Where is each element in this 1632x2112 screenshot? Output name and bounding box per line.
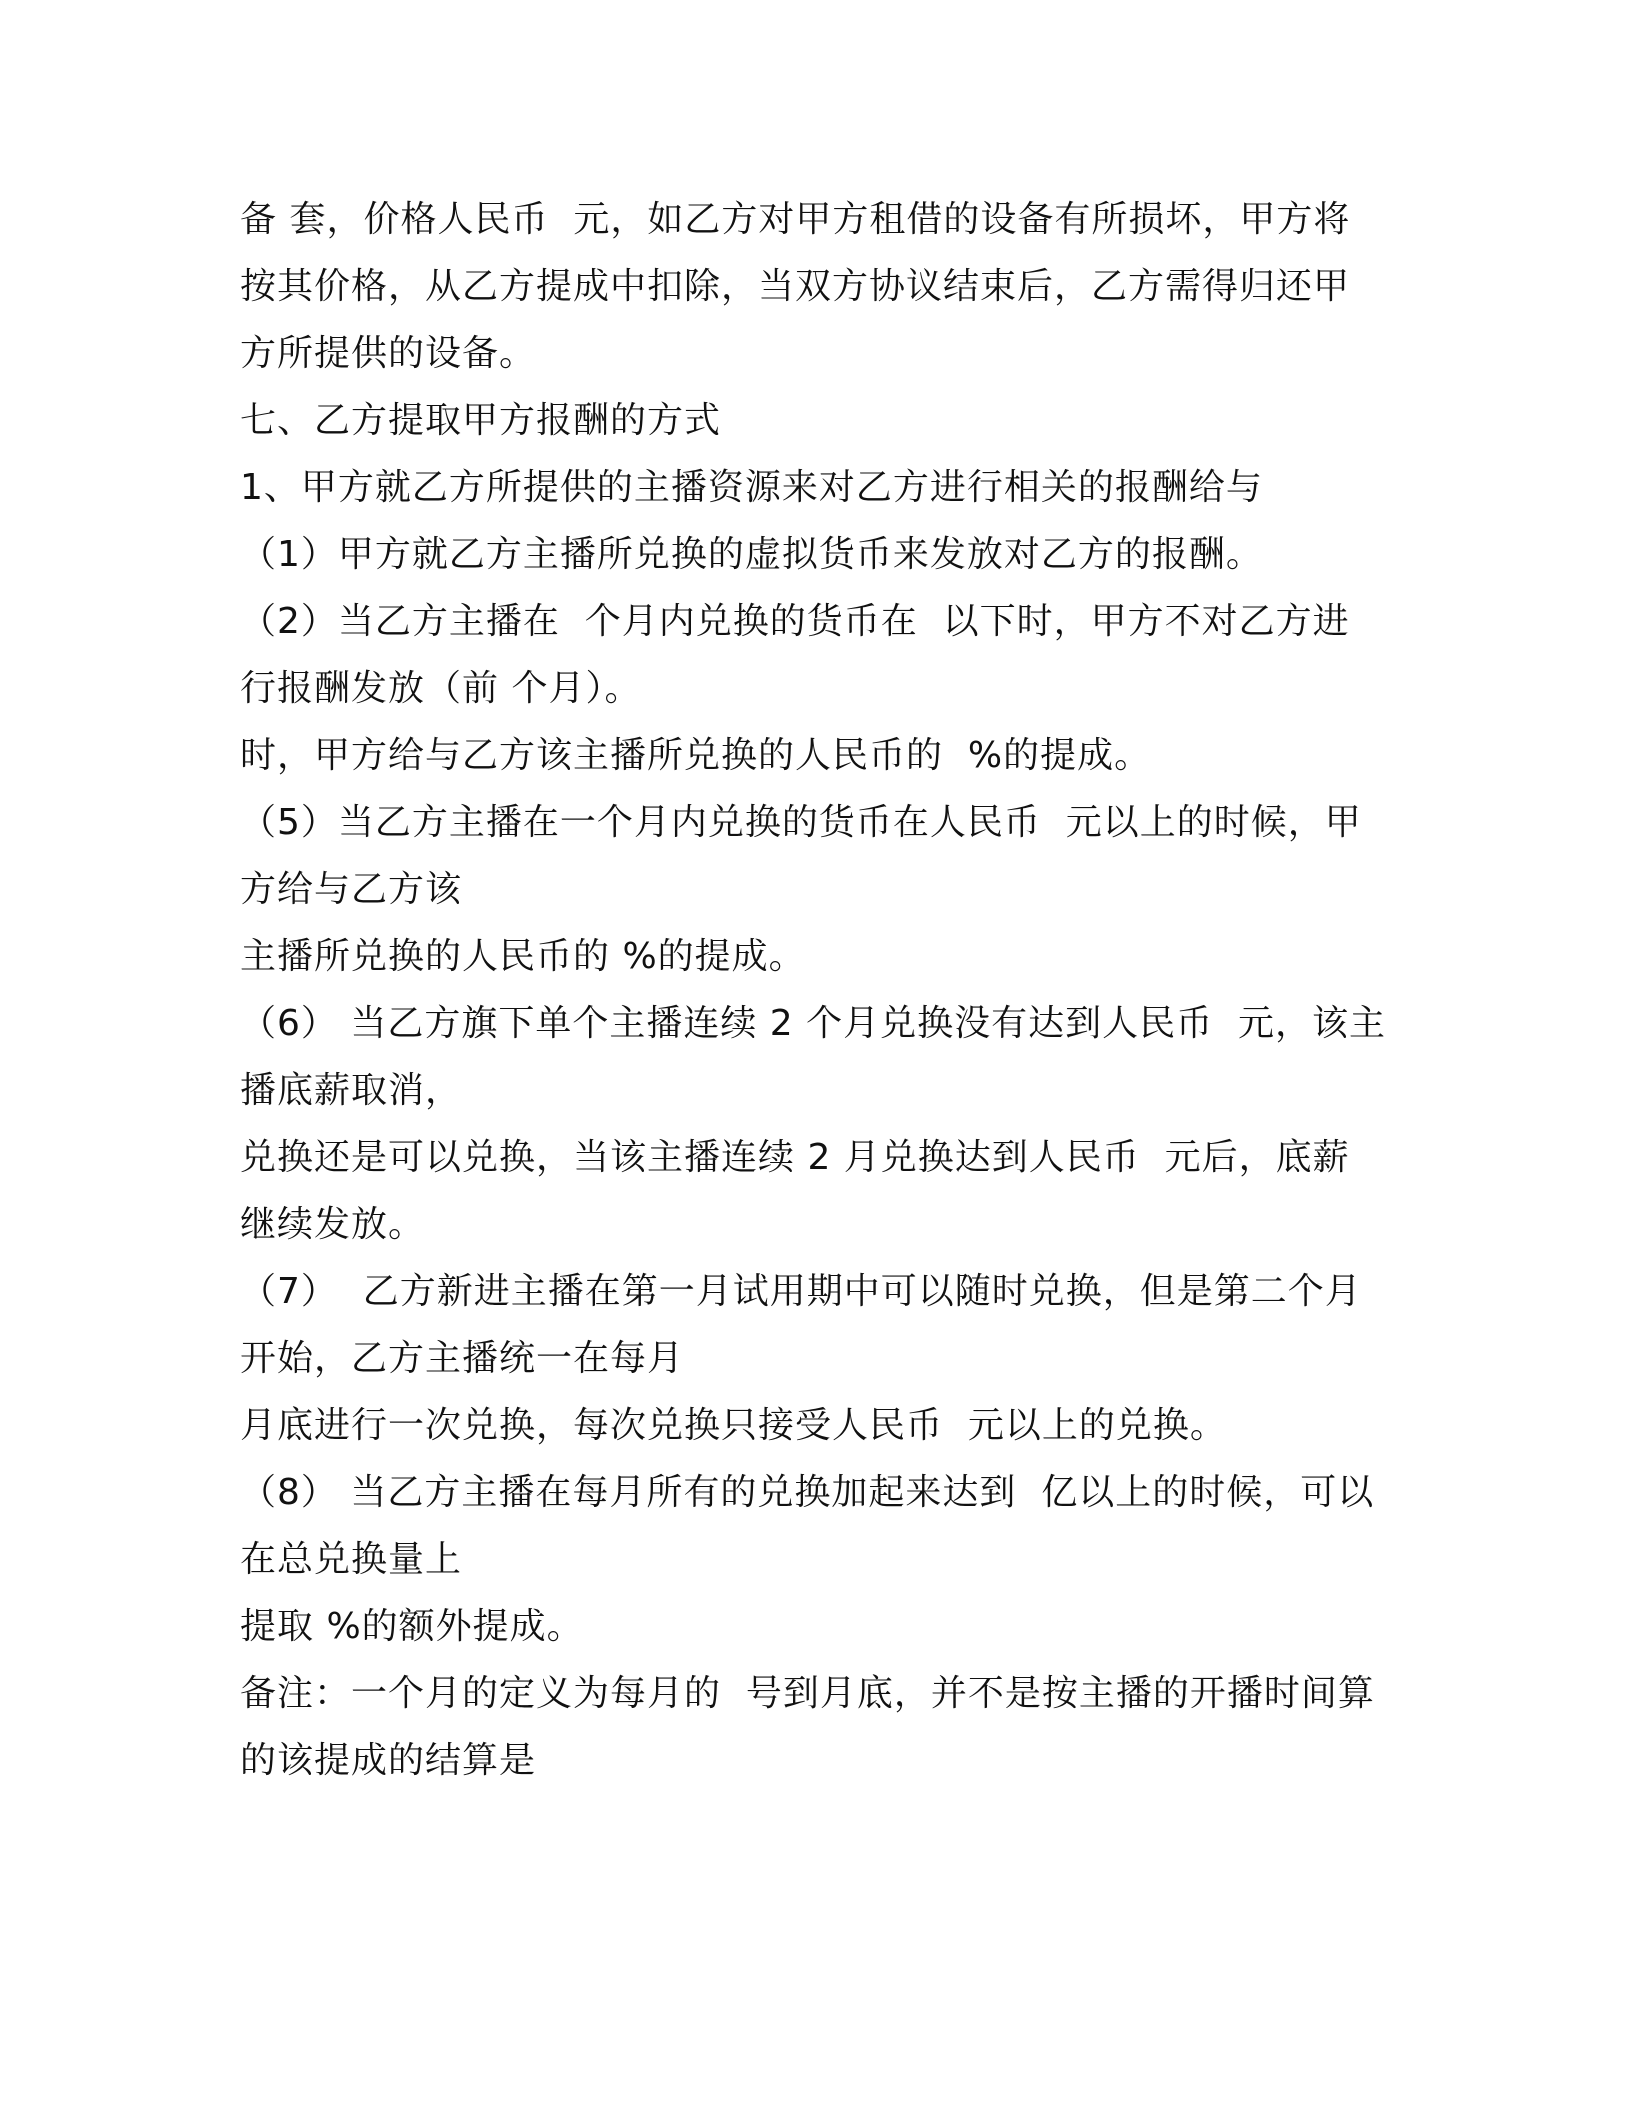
text-line: 方给与乙方该 bbox=[240, 869, 463, 910]
note-line: 的该提成的结算是 bbox=[240, 1740, 537, 1781]
note-line: 备注：一个月的定义为每月的 号到月底，并不是按主播的开播时间算 bbox=[240, 1673, 1375, 1714]
text-line: （5）当乙方主播在一个月内兑换的货币在人民币 元以上的时候，甲 bbox=[240, 802, 1362, 843]
text-line: 备 套，价格人民币 元，如乙方对甲方租借的设备有所损坏，甲方将 bbox=[240, 199, 1351, 240]
text-line: 行报酬发放（前 个月）。 bbox=[240, 668, 642, 709]
text-line: （1）甲方就乙方主播所兑换的虚拟货币来发放对乙方的报酬。 bbox=[240, 534, 1263, 575]
text-line: （8） 当乙方主播在每月所有的兑换加起来达到 亿以上的时候，可以 bbox=[240, 1472, 1375, 1513]
text-line: 继续发放。 bbox=[240, 1204, 426, 1245]
text-line: 按其价格，从乙方提成中扣除，当双方协议结束后，乙方需得归还甲 bbox=[240, 266, 1351, 307]
text-line: 播底薪取消， bbox=[240, 1070, 463, 1111]
text-line: 在总兑换量上 bbox=[240, 1539, 463, 1580]
section-heading: 七、乙方提取甲方报酬的方式 bbox=[240, 400, 722, 441]
text-line: （7） 乙方新进主播在第一月试用期中可以随时兑换，但是第二个月 bbox=[240, 1271, 1362, 1312]
text-line: 方所提供的设备。 bbox=[240, 333, 537, 374]
text-line: 时，甲方给与乙方该主播所兑换的人民币的 %的提成。 bbox=[240, 735, 1152, 776]
text-line: 开始，乙方主播统一在每月 bbox=[240, 1338, 685, 1379]
text-line: 1、甲方就乙方所提供的主播资源来对乙方进行相关的报酬给与 bbox=[240, 467, 1263, 508]
text-line: 月底进行一次兑换，每次兑换只接受人民币 元以上的兑换。 bbox=[240, 1405, 1227, 1446]
text-line: （2）当乙方主播在 个月内兑换的货币在 以下时，甲方不对乙方进 bbox=[240, 601, 1350, 642]
text-line: 兑换还是可以兑换，当该主播连续 2 月兑换达到人民币 元后，底薪 bbox=[240, 1137, 1350, 1178]
text-line: 主播所兑换的人民币的 %的提成。 bbox=[240, 936, 806, 977]
document-body bbox=[240, 186, 1400, 1794]
text-line: （6） 当乙方旗下单个主播连续 2 个月兑换没有达到人民币 元，该主 bbox=[240, 1003, 1387, 1044]
text-line: 提取 %的额外提成。 bbox=[240, 1606, 584, 1647]
